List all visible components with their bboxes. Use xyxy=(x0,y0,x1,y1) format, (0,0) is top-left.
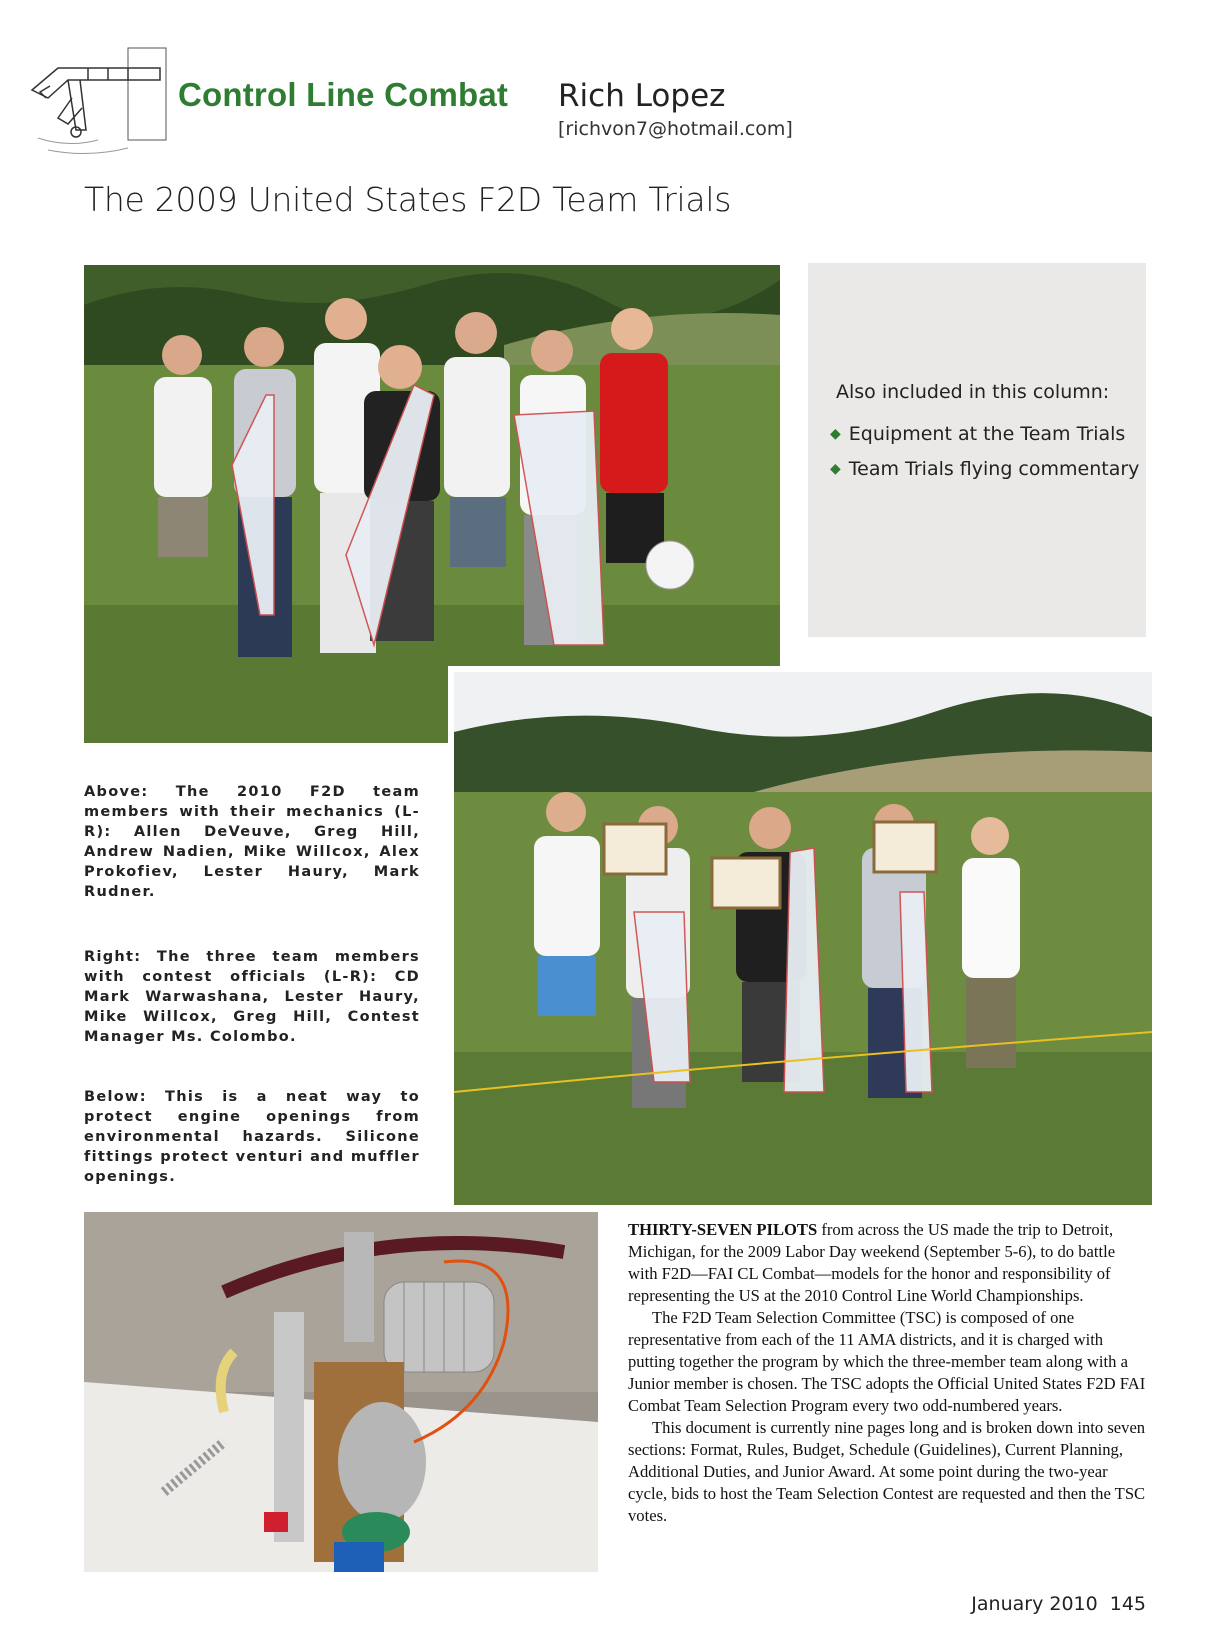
article-body xyxy=(628,1219,1146,1527)
page-number: 145 xyxy=(1109,1593,1146,1615)
body-paragraph-1 xyxy=(628,1219,1146,1307)
author-email[interactable]: [richvon7@hotmail.com] xyxy=(558,118,793,140)
caption-above: Above: The 2010 F2D team members with their mechanics (L-R): Allen DeVeuve, Greg Hill, Andrew Nadien, Mike Willcox, Alex Prokofiev, Lester Haury, Mark Rudner. xyxy=(84,784,420,900)
body-paragraph-2: The F2D Team Selection Committee (TSC) is composed of one representative from each of the 11 AMA districts, and it is charged with putting together the program by which the three-member team along with a Junior member is chosen. The TSC adopts the Official United States F2D FAI Combat Team Selection Program every two odd-numbered years. xyxy=(628,1308,1146,1415)
sidebar-item-equipment[interactable] xyxy=(830,423,1125,445)
sidebar-item-label: Team Trials flying commentary xyxy=(848,458,1140,480)
bullet-icon: ◆ xyxy=(830,426,841,442)
sidebar-heading: Also included in this column: xyxy=(836,381,1110,403)
article-title: The 2009 United States F2D Team Trials xyxy=(84,180,732,219)
bullet-icon: ◆ xyxy=(830,461,841,477)
caption-right: Right: The three team members with contest officials (L-R): CD Mark Warwashana, Lester Haury, Mike Willcox, Greg Hill, Contest Manager Ms. Colombo. xyxy=(84,949,420,1045)
caption-below: Below: This is a neat way to protect engine openings from environmental hazards. Silicone fittings protect venturi and muffler openings. xyxy=(84,1089,420,1185)
page-footer xyxy=(971,1593,1146,1615)
officials-photo xyxy=(448,666,1152,1205)
column-title: Control Line Combat xyxy=(178,76,509,113)
sidebar-item-label: Equipment at the Team Trials xyxy=(848,423,1126,445)
sidebar-box xyxy=(808,263,1146,637)
column-logo xyxy=(28,28,168,163)
engine-photo xyxy=(84,1212,598,1572)
issue-date: January 2010 xyxy=(971,1593,1098,1615)
author-name: Rich Lopez xyxy=(558,78,726,114)
body-paragraph-1-text: from across the US made the trip to Detroit, Michigan, for the 2009 Labor Day weekend (September 5-6), to do battle with F2D—FAI CL Combat—models for the honor and responsibility of representing the US at the 2010 Control Line World Championships. xyxy=(628,1220,1116,1305)
lead-in: THIRTY-SEVEN PILOTS xyxy=(628,1220,818,1239)
body-paragraph-3: This document is currently nine pages long and is broken down into seven sections: Format, Rules, Budget, Schedule (Guidelines), Current Planning, Additional Duties, and Junior Award. At some point during the two-year cycle, bids to host the Team Selection Contest are requested and then the TSC votes. xyxy=(628,1418,1146,1525)
sidebar-item-commentary[interactable] xyxy=(830,458,1139,480)
